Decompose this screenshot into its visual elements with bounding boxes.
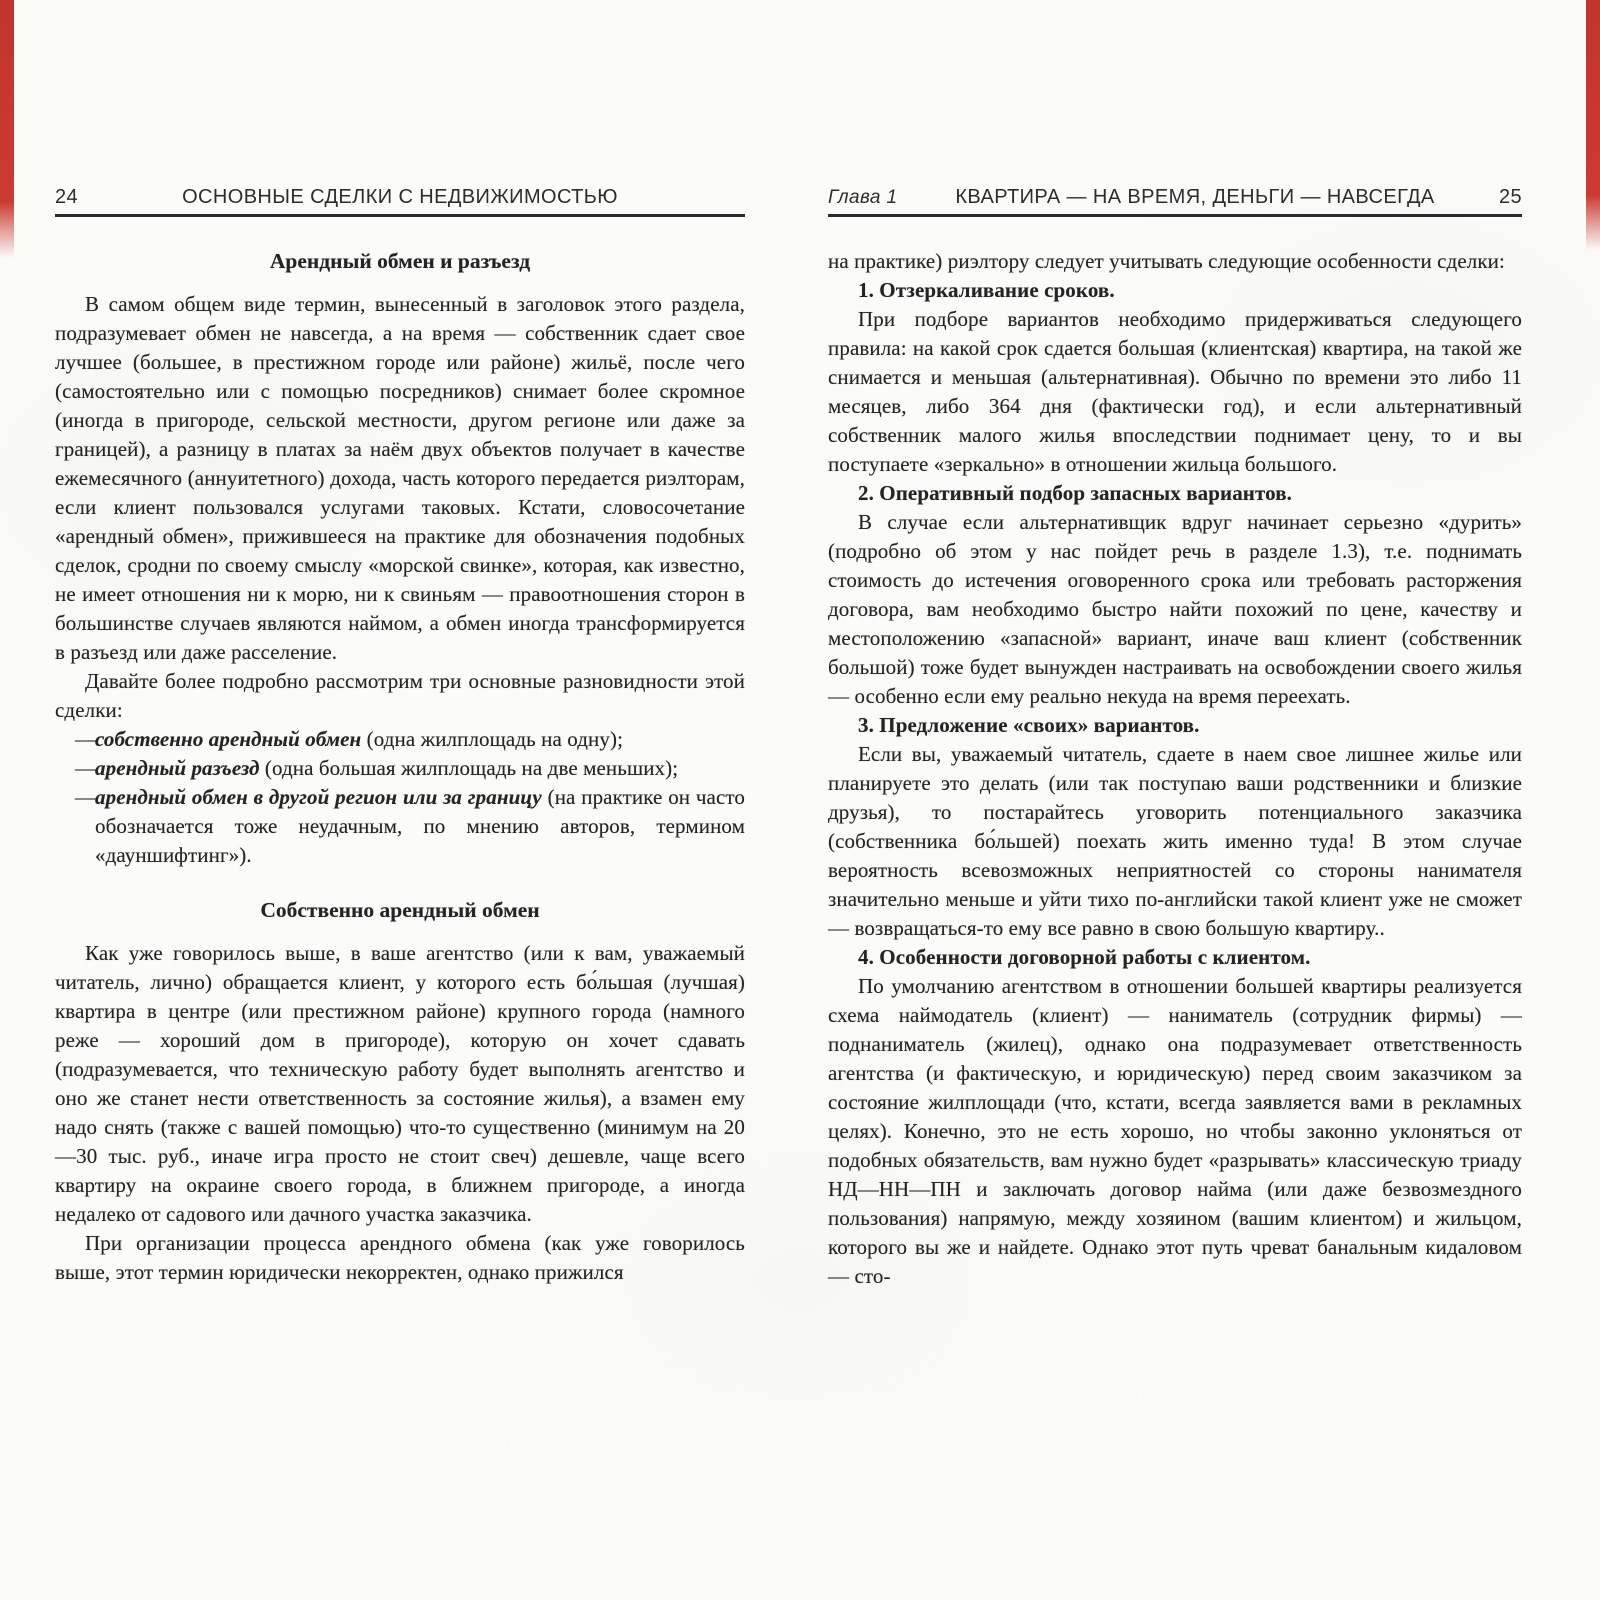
bullet-lead: арендный разъезд [95, 756, 260, 780]
feature-heading-4: 4. Особенности договорной работы с клиентом. [858, 945, 1311, 969]
running-title-left: ОСНОВНЫЕ СДЕЛКИ С НЕДВИЖИМОСТЬЮ [182, 186, 618, 208]
feature-body-4: По умолчанию агентством в отношении большей квартиры реализуется схема наймодатель (клиент) — наниматель (сотрудник фирмы) — поднаниматель (жилец), однако она подразумевает ответственность агентства (и фактическую, и юридическую) перед своим заказчиком за состояние жилплощади (что, кстати, всегда заявляется вами в рекламных целях). Конечно, это не есть хорошо, но чтобы законно уклоняться от подобных обязательств, вам нужно будет «разрывать» классическую триаду НД—НН—ПН и заключать договор найма (или даже безвозмездного пользования) напрямую, между хозяином (вашим клиентом) и жильцом, которого вы же и найдете. Однако этот путь чреват банальным кидаловом — сто- [828, 974, 1522, 1288]
bullet-lead: арендный обмен в другой регион или за границу [95, 785, 542, 809]
feature-body-2: В случае если альтернативщик вдруг начинает серьезно «дурить» (подробно об этом у нас пойдет речь в разделе 1.3), т.е. поднимать стоимость до истечения оговоренного срока или требовать расторжения договора, вам необходимо быстро найти похожий по цене, качеству и местоположению «запасной» вариант, иначе ваш клиент (собственник большой) тоже будет вынужден настраивать на освобождении своего жилья — особенно если ему реально некуда на время переехать. [828, 510, 1522, 708]
feature-body-3: Если вы, уважаемый читатель, сдаете в наем свое лишнее жилье или планируете это делать (или так поступаю ваши родственники и близкие друзья), то постарайтесь уговорить потенциального заказчика (собственника бо́льшей) поехать жить именно туда! В этом случае вероятность всевозможных неприятностей со стороны нанимателя значительно меньше и уйти тихо по-английски такой клиент уже не сможет — возвращаться-то ему все равно в свою большую квартиру.. [828, 742, 1522, 940]
list-item [55, 754, 745, 783]
section-heading-rental-exchange: Арендный обмен и разъезд [269, 249, 531, 273]
feature-heading-2: 2. Оперативный подбор запасных вариантов. [858, 481, 1293, 505]
bullet-dash: — [75, 785, 97, 809]
varieties-list [55, 725, 745, 870]
list-item [55, 783, 745, 870]
running-head-left [55, 186, 745, 217]
page-24 [55, 186, 745, 1287]
paragraph-intro: В самом общем виде термин, вынесенный в заголовок этого раздела, подразумевает обмен не навсегда, а на время — собственник сдает свое лучшее (большее, в престижном городе или районе) жильё, после чего (самостоятельно или с помощью посредников) снимает более скромное (иногда в пригороде, сельской местности, другом регионе или даже за границей), а разницу в платах за наём двух объектов получает в качестве ежемесячного (аннуитетного) дохода, часть которого передается риэлторам, если клиент пользовался услугами таковых. Кстати, словосочетание «арендный обмен», прижившееся на практике для обозначения подобных сделок, сродни по своему смыслу «морской свинке», которая, как известно, не имеет отношения ни к морю, ни к свиньям — правоотношения сторон в большинстве случаев являются наймом, а обмен иногда трансформируется в разъезд или даже расселение. [55, 292, 745, 664]
bullet-rest: (на практике он часто обозначается тоже неудачным, по мнению авторов, термином «дауншифтинг»). [95, 785, 746, 867]
chapter-label: Глава 1 [828, 187, 898, 208]
paragraph-client: Как уже говорилось выше, в ваше агентство (или к вам, уважаемый читатель, лично) обращается клиент, у которого есть бо́льшая (лучшая) квартира в центре (или престижном районе) крупного города (намного реже — хороший дом в пригороде), которую он хочет сдавать (подразумевается, что техническую работу будет выполнять агентство и оно же станет нести ответственность за состояние жилья), а взамен ему надо снять (также с вашей помощью) что-то существенно (минимум на 20—30 тыс. руб., иначе игра просто не стоит свеч) дешевле, чаще всего квартиру на окраине своего города, в ближнем пригороде, а иногда недалеко от садового или дачного участка заказчика. [55, 941, 745, 1226]
bullet-dash: — [75, 756, 97, 780]
list-item [55, 725, 745, 754]
paragraph-organization: При организации процесса арендного обмена (как уже говорилось выше, этот термин юридически некорректен, однако прижился [55, 1231, 745, 1284]
paragraph-varieties: Давайте более подробно рассмотрим три основные разновидности этой сделки: [55, 669, 745, 722]
running-head-right [828, 186, 1522, 217]
bullet-rest: (одна большая жилплощадь на две меньших); [259, 756, 679, 780]
feature-heading-1: 1. Отзеркаливание сроков. [858, 278, 1115, 302]
feature-heading-3: 3. Предложение «своих» вариантов. [858, 713, 1200, 737]
book-binding-edge-right [1586, 0, 1600, 250]
page-25 [828, 186, 1522, 1291]
book-binding-edge-left [0, 0, 14, 258]
page-number-right: 25 [1498, 186, 1522, 208]
running-title-right: КВАРТИРА — НА ВРЕМЯ, ДЕНЬГИ — НАВСЕГДА [955, 186, 1435, 208]
bullet-rest: (одна жилплощадь на одну); [361, 727, 624, 751]
paragraph-continuation: на практике) риэлтору следует учитывать следующие особенности сделки: [828, 249, 1505, 273]
bullet-dash: — [75, 727, 97, 751]
section-heading-proper-exchange: Собственно арендный обмен [260, 898, 540, 922]
page-number-left: 24 [55, 186, 79, 208]
feature-body-1: При подборе вариантов необходимо придерживаться следующего правила: на какой срок сдается большая (клиентская) квартира, на такой же снимается и меньшая (альтернативная). Обычно по времени это либо 11 месяцев, либо 364 дня (фактически год), и если альтернативный собственник малого жилья впоследствии поднимает цену, то и вы поступаете «зеркально» в отношении жильца большого. [828, 307, 1522, 476]
bullet-lead: собственно арендный обмен [95, 727, 362, 751]
